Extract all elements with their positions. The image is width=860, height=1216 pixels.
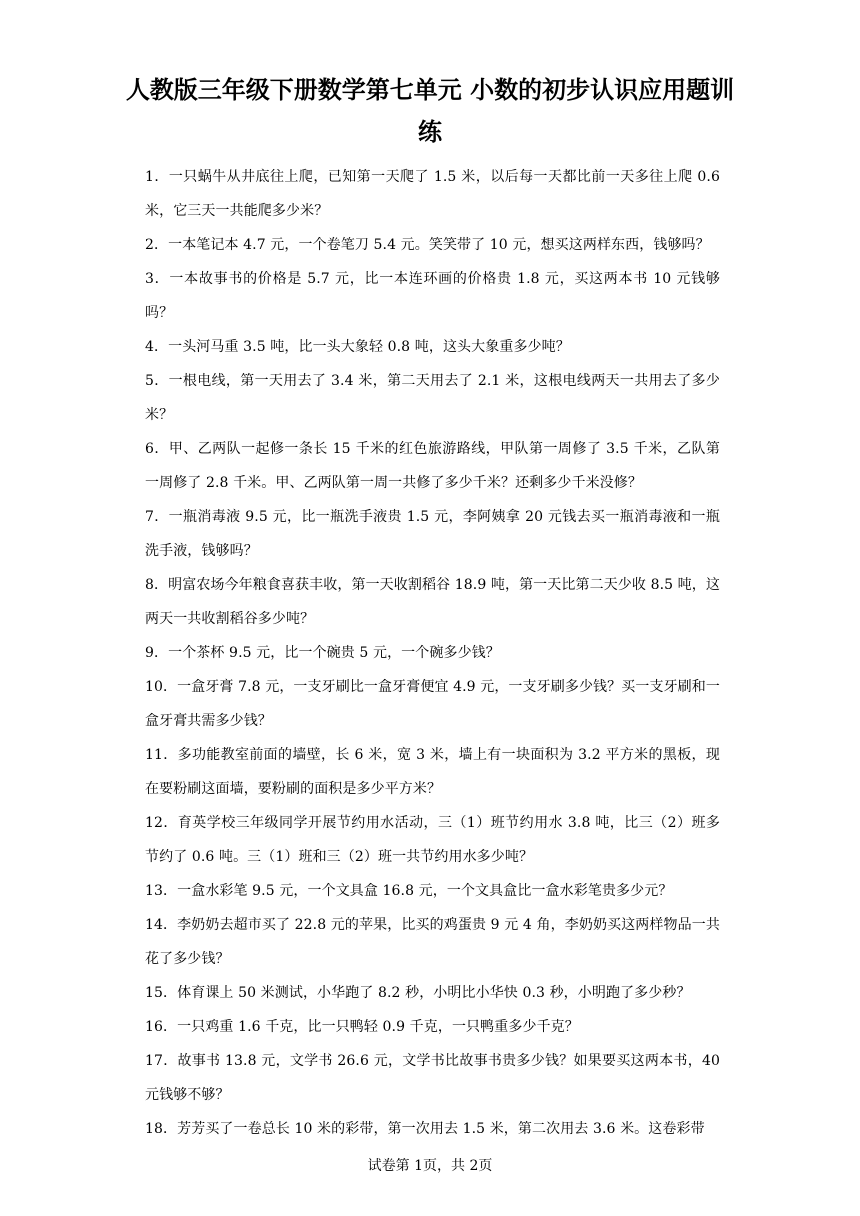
question-item (145, 500, 720, 568)
page-title-line-1: 人教版三年级下册数学第七单元 小数的初步认识应用题训 (125, 75, 735, 104)
question-text: 体育课上 50 米测试，小华跑了 8.2 秒，小明比小华快 0.3 秒，小明跑了多少秒？ (177, 985, 691, 1001)
question-text: 一盒水彩笔 9.5 元，一个文具盒 16.8 元，一个文具盒比一盒水彩笔贵多少元？ (177, 883, 673, 899)
question-list (145, 160, 720, 1146)
question-item (145, 1112, 720, 1146)
question-item (145, 636, 720, 670)
question-item (145, 330, 720, 364)
question-text: 故事书 13.8 元，文学书 26.6 元，文学书比故事书贵多少钱？如果要买这两本书，40 元钱够不够？ (145, 1053, 720, 1103)
question-text: 明富农场今年粮食喜获丰收，第一天收割稻谷 18.9 吨，第一天比第二天少收 8.5 吨，这两天一共收割稻谷多少吨？ (145, 577, 720, 627)
question-item (145, 670, 720, 738)
question-text: 育英学校三年级同学开展节约用水活动，三（1）班节约用水 3.8 吨，比三（2）班多节约了 0.6 吨。三（1）班和三（2）班一共节约用水多少吨？ (145, 815, 720, 865)
question-number: 11． (145, 747, 178, 763)
question-number: 3． (145, 271, 170, 287)
question-item (145, 1044, 720, 1112)
question-item (145, 976, 720, 1010)
question-item (145, 1010, 720, 1044)
question-item (145, 874, 720, 908)
question-number: 16． (145, 1019, 178, 1035)
question-item (145, 908, 720, 976)
question-text: 一本故事书的价格是 5.7 元，比一本连环画的价格贵 1.8 元，买这两本书 10 元钱够吗？ (145, 271, 720, 321)
question-item (145, 806, 720, 874)
question-text: 一根电线，第一天用去了 3.4 米，第二天用去了 2.1 米，这根电线两天一共用去了多少米？ (145, 373, 720, 423)
question-text: 甲、乙两队一起修一条长 15 千米的红色旅游路线，甲队第一周修了 3.5 千米，乙队第一周修了 2.8 千米。甲、乙两队第一周一共修了多少千米？还剩多少千米没修？ (145, 441, 720, 491)
question-text: 一头河马重 3.5 吨，比一头大象轻 0.8 吨，这头大象重多少吨？ (168, 339, 570, 355)
question-item (145, 160, 720, 228)
question-number: 5． (145, 373, 169, 389)
question-number: 14． (145, 917, 178, 933)
question-item (145, 364, 720, 432)
question-number: 12． (145, 815, 178, 831)
question-item (145, 568, 720, 636)
question-text: 一只鸡重 1.6 千克，比一只鸭轻 0.9 千克，一只鸭重多少千克？ (177, 1019, 579, 1035)
question-text: 李奶奶去超市买了 22.8 元的苹果，比买的鸡蛋贵 9 元 4 角，李奶奶买这两样物品一共花了多少钱？ (145, 917, 720, 967)
question-text: 芳芳买了一卷总长 10 米的彩带，第一次用去 1.5 米，第二次用去 3.6 米。这卷彩带 (177, 1121, 705, 1137)
question-number: 10． (145, 679, 178, 695)
question-number: 9． (145, 645, 169, 661)
question-number: 4． (145, 339, 169, 355)
question-number: 13． (145, 883, 178, 899)
question-text: 一只蜗牛从井底往上爬，已知第一天爬了 1.5 米，以后每一天都比前一天多往上爬 0.6 米，它三天一共能爬多少米？ (145, 169, 720, 219)
question-number: 8． (145, 577, 169, 593)
question-number: 15． (145, 985, 178, 1001)
question-number: 6． (145, 441, 169, 457)
question-text: 一本笔记本 4.7 元，一个卷笔刀 5.4 元。笑笑带了 10 元，想买这两样东西，钱够吗？ (168, 237, 710, 253)
page-title-line-2: 练 (418, 117, 442, 146)
question-number: 17． (145, 1053, 178, 1069)
question-text: 一盒牙膏 7.8 元，一支牙刷比一盒牙膏便宜 4.9 元，一支牙刷多少钱？买一支牙刷和一盒牙膏共需多少钱？ (145, 679, 720, 729)
question-item (145, 228, 720, 262)
question-text: 多功能教室前面的墙壁，长 6 米，宽 3 米，墙上有一块面积为 3.2 平方米的黑板，现在要粉刷这面墙，要粉刷的面积是多少平方米？ (145, 747, 720, 797)
question-item (145, 738, 720, 806)
question-number: 18． (145, 1121, 178, 1137)
question-text: 一个茶杯 9.5 元，比一个碗贵 5 元，一个碗多少钱？ (168, 645, 500, 661)
question-number: 2． (145, 237, 169, 253)
page-footer: 试卷第 1页，共 2页 (367, 1158, 493, 1174)
question-item (145, 262, 720, 330)
question-number: 7． (145, 509, 169, 525)
question-text: 一瓶消毒液 9.5 元，比一瓶洗手液贵 1.5 元，李阿姨拿 20 元钱去买一瓶消毒液和一瓶洗手液，钱够吗？ (145, 509, 720, 559)
question-item (145, 432, 720, 500)
question-number: 1． (145, 169, 169, 185)
